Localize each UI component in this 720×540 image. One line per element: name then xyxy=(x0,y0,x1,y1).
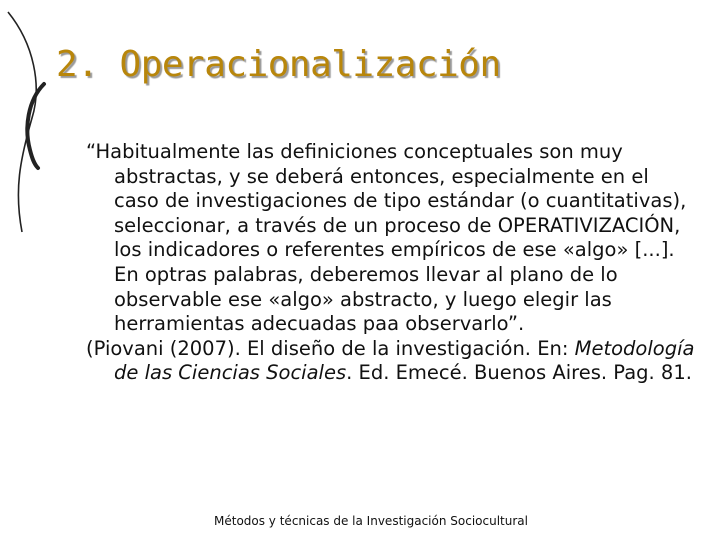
slide-body xyxy=(86,140,696,386)
slide-footer: Métodos y técnicas de la Investigación Sociocultural xyxy=(214,514,528,528)
slide-title: 2. Operacionalización xyxy=(56,44,501,85)
citation-paragraph xyxy=(86,337,696,386)
citation-book-title: Metodología de las Ciencias Sociales xyxy=(114,336,695,385)
swoosh-curve xyxy=(8,12,36,232)
citation-suffix: . Ed. Emecé. Buenos Aires. Pag. 81. xyxy=(346,361,692,385)
quote-paragraph: “Habitualmente las definiciones conceptuales son muy abstractas, y se deberá entonces, especialmente en el caso de investigaciones de tipo estándar (o cuantitativas), seleccionar, a través de un proceso de OPERATIVIZACIÓN, los indicadores o referentes empíricos de ese «algo» [...]. En optras palabras, deberemos llevar al plano de lo observable ese «algo» abstracto, y luego elegir las herramientas adecuadas paa observarlo”. xyxy=(86,140,687,336)
citation-prefix: (Piovani (2007). El diseño de la investigación. En: xyxy=(86,336,575,360)
